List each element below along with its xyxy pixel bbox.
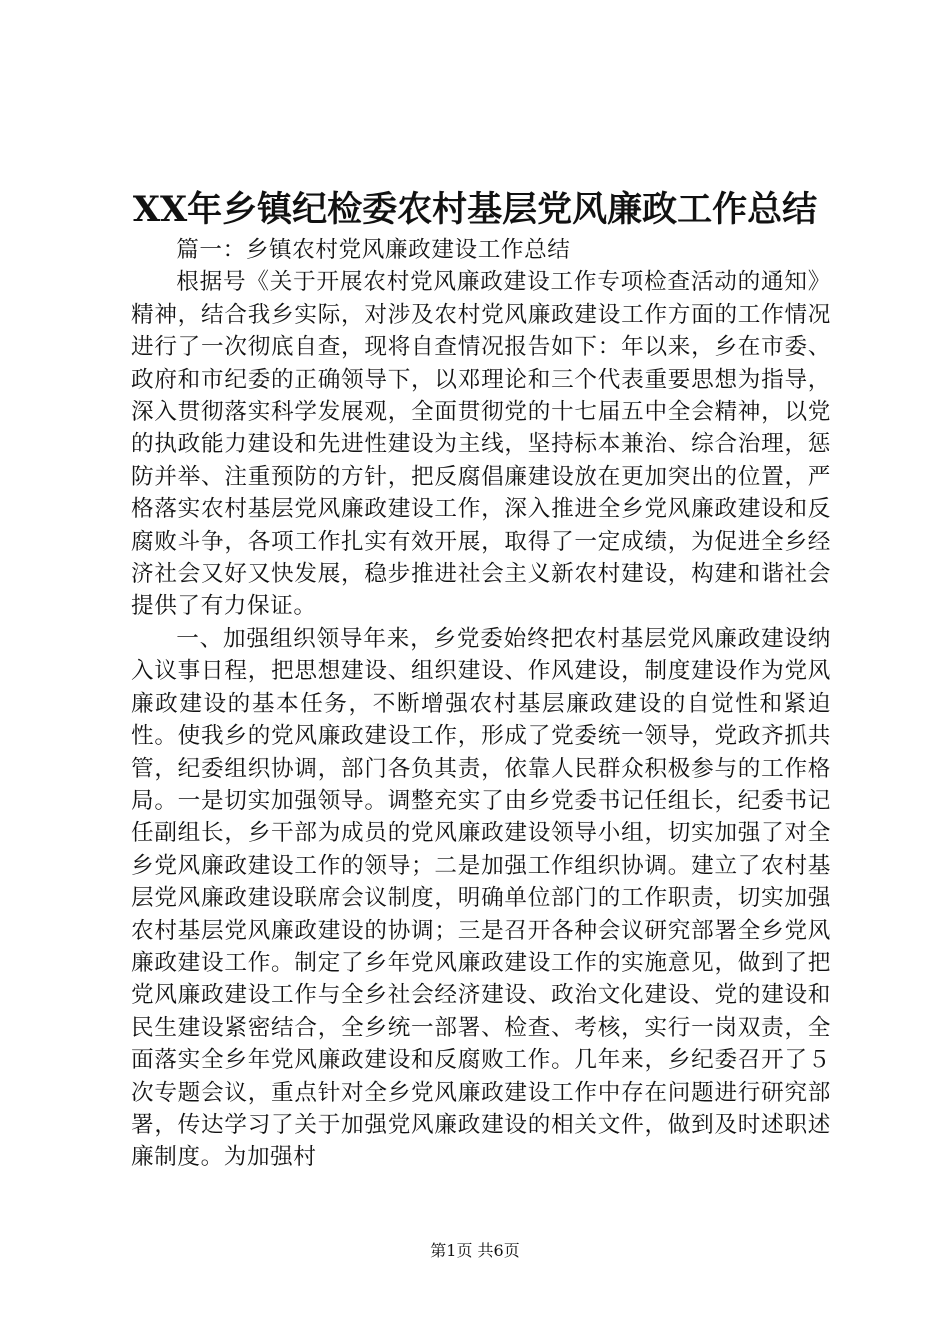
paragraph: 根据号《关于开展农村党风廉政建设工作专项检查活动的通知》精神，结合我乡实际，对涉及农村党风廉政建设工作方面的工作情况进行了一次彻底自查，现将自查情况报告如下：年以来，乡在市委、政府和市纪委的正确领导下，以邓理论和三个代表重要思想为指导，深入贯彻落实科学发展观，全面贯彻党的十七届五中全会精神，以党的执政能力建设和先进性建设为主线，坚持标本兼治、综合治理，惩防并举、注重预防的方针，把反腐倡廉建设放在更加突出的位置，严格落实农村基层党风廉政建设工作，深入推进全乡党风廉政建设和反腐败斗争，各项工作扎实有效开展，取得了一定成绩，为促进全乡经济社会又好又快发展，稳步推进社会主义新农村建设，构建和谐社会提供了有力保证。 xyxy=(131,269,831,620)
page-number: 第1页 共6页 xyxy=(430,1241,520,1260)
paragraph-heading: 篇一：乡镇农村党风廉政建设工作总结 xyxy=(176,237,571,263)
paragraph: 一、加强组织领导年来，乡党委始终把农村基层党风廉政建设纳入议事日程，把思想建设、组织建设、作风建设，制度建设作为党风廉政建设的基本任务，不断增强农村基层廉政建设的自觉性和紧迫性。使我乡的党风廉政建设工作，形成了党委统一领导，党政齐抓共管，纪委组织协调，部门各负其责，依靠人民群众积极参与的工作格局。一是切实加强领导。调整充实了由乡党委书记任组长，纪委书记任副组长，乡干部为成员的党风廉政建设领导小组，切实加强了对全乡党风廉政建设工作的领导；二是加强工作组织协调。建立了农村基层党风廉政建设联席会议制度，明确单位部门的工作职责，切实加强农村基层党风廉政建设的协调；三是召开各种会议研究部署全乡党风廉政建设工作。制定了乡年党风廉政建设工作的实施意见，做到了把党风廉政建设工作与全乡社会经济建设、政治文化建设、党的建设和民生建设紧密结合，全乡统一部署、检查、考核，实行一岗双责，全面落实全乡年党风廉政建设和反腐败工作。几年来，乡纪委召开了５次专题会议，重点针对全乡党风廉政建设工作中存在问题进行研究部署，传达学习了关于加强党风廉政建设的相关文件，做到及时述职述廉制度。为加强村 xyxy=(131,625,831,1171)
document-title: XX年乡镇纪检委农村基层党风廉政工作总结 xyxy=(132,189,818,230)
document-body xyxy=(131,234,831,1174)
